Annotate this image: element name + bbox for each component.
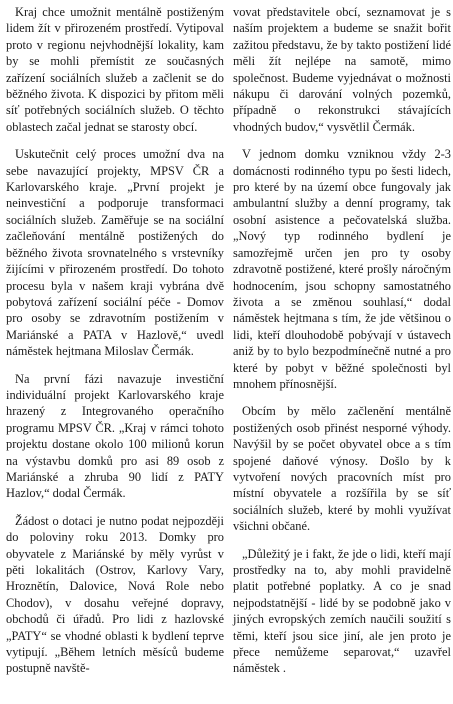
paragraph: Žádost o dotaci je nutno podat nejpozději do poloviny roku 2013. Domky pro obyvatele z Mariánské by měly vyrůst v pěti lokalitách (Ostrov, Karlovy Vary, Hroznětín, Dalovice, Nová Role nebo Chodov), v dosahu veřejné dopravy, obchodů či úřadů. Pro lidi z hazlovské „PATY“ se vhodné oblasti k bydlení teprve vytipují. „Během letních měsíců budeme postupně navště-	[6, 513, 224, 676]
paragraph-continuation: vovat představitele obcí, seznamovat je s naším projektem a budeme se snažit bořit zažitou představu, že by takto postižení lidé měli žít nejlépe na samotě, mimo společnost. Budeme vyjednávat o možnosti nákupu či darování volných pozemků, případně o rekonstrukci stávajících vhodných budov,“ vysvětlil Čermák.	[233, 5, 451, 134]
paragraph: „Důležitý je i fakt, že jde o lidi, kteří mají prostředky na to, aby mohli pravidelně platit potřebné poplatky. A co je snad nejpodstatnější - lidé by se podobně jako v jiných evropských zemích naučili soužití s těmi, kteří jsou sice jiní, ale jen proto je přece nemůžeme separovat,“ uzavřel náměstek .	[233, 546, 451, 676]
right-column	[233, 4, 451, 704]
paragraph: V jednom domku vzniknou vždy 2-3 domácnosti rodinného typu po šesti lidech, pro které by na území obce fungovaly jak ambulantní služby a denní programy, tak osobní asistence a pečovatelská služba. „Nový typ rodinného bydlení je samozřejmě určen jen pro ty osoby zdravotně postižené, které prošly náročným hodnocením, jsou schopny samostatného života a se změnou souhlasí,“ dodal náměstek hejtmana s tím, že jde většinou o lidi, kteří dlouhodobě pobývají v ústavech aniž by to bylo bezpodmínečně nutné a pro které by pobyt v běžné společnosti byl mnohem přínosnější.	[233, 147, 451, 391]
paragraph: Kraj chce umožnit mentálně postiženým lidem žít v přirozeném prostředí. Vytipoval proto v regionu nejvhodnější lokality, kam by se mohli přemístit ze současných zařízení sociálních služeb a začlenit se do běžného života. K dispozici by přitom měli síť potřebných sociálních služeb. O těchto oblastech začal jednat se starosty obcí.	[6, 5, 224, 134]
paragraph: Na první fázi navazuje investiční individuální projekt Karlovarského kraje hrazený z Integrovaného operačního programu MPSV ČR. „Kraj v rámci tohoto projektu dostane okolo 100 milionů korun na výstavbu domků pro asi 89 osob z Mariánské a zhruba 90 lidí z PATY Hazlov,“ dodal Čermák.	[6, 371, 224, 501]
left-column	[6, 4, 224, 704]
paragraph: Uskutečnit celý proces umožní dva na sebe navazující projekty, MPSV ČR a Karlovarského kraje. „První projekt je neinvestiční a podporuje transformaci sociálních služeb. Zaměřuje se na sociální začleňování mentálně postižených do běžného života srovnatelného s vrstevníky žijícími v přirozeném prostředí. Do tohoto procesu byla v našem kraji vybrána dvě pobytová zařízení sociální péče - Domov pro osoby se zdravotním postižením v Mariánské a PATA v Hazlově,“ uvedl náměstek hejtmana Miloslav Čermák.	[6, 147, 224, 359]
paragraph: Obcím by mělo začlenění mentálně postižených osob přinést nesporné výhody. Navýšil by se počet obyvatel obce a s tím spojené daňové výnosy. Došlo by k vytvoření nových pracovních míst pro místní obyvatele a rozšířila by se síť sociálních služeb, které by mohli využívat všichni občané.	[233, 404, 451, 534]
